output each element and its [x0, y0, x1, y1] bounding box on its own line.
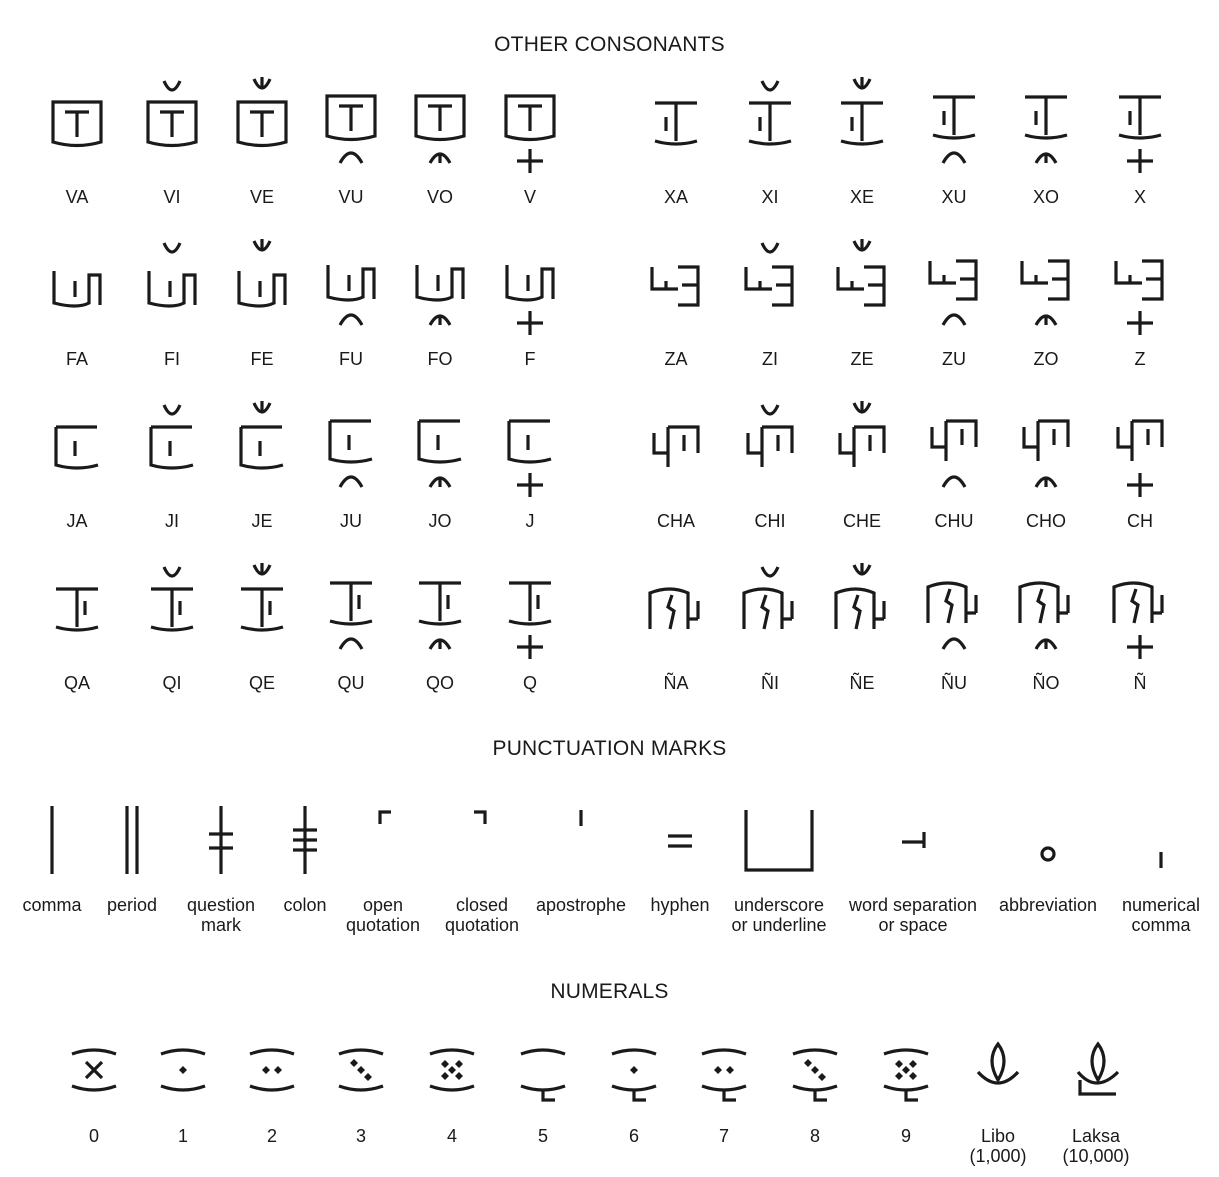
consonant-label: JO [428, 511, 452, 531]
punctuation-title: PUNCTUATION MARKS [492, 737, 727, 760]
punct-space-glyph [902, 832, 924, 848]
consonant-label: VI [163, 187, 181, 207]
consonant-label: FA [65, 349, 89, 369]
consonant-label: XO [1032, 187, 1060, 207]
consonant-label: FE [250, 349, 274, 369]
punct-colon-glyph [293, 806, 317, 874]
left-v-glyph-2 [238, 77, 286, 146]
left-f-glyph-1 [149, 243, 195, 306]
numeral-6-glyph [612, 1050, 656, 1100]
right-ny-glyph-2 [836, 563, 884, 629]
left-q-glyph-0 [56, 589, 98, 630]
left-j-glyph-2 [241, 401, 283, 468]
right-ny-glyph-3 [928, 583, 976, 649]
right-x-glyph-2 [841, 77, 883, 144]
consonant-label: CHO [1026, 511, 1066, 531]
left-j-glyph-4 [419, 421, 461, 487]
consonant-label: CH [1127, 511, 1153, 531]
left-f-glyph-2 [239, 239, 285, 306]
consonant-label: ZO [1033, 349, 1059, 369]
consonant-label: QA [63, 673, 91, 693]
numeral-9-glyph [884, 1050, 928, 1100]
consonant-label: Q [522, 673, 538, 693]
right-ch-glyph-4 [1024, 421, 1068, 487]
numeral-3-glyph [339, 1050, 383, 1090]
consonant-label: J [525, 511, 535, 531]
right-ch-glyph-2 [840, 401, 884, 467]
punctuation-label: hyphen [650, 895, 710, 915]
consonant-label: VU [338, 187, 364, 207]
right-ny-glyph-4 [1020, 583, 1068, 649]
punctuation-label: closed quotation [444, 895, 520, 935]
left-v-glyph-0 [53, 102, 101, 146]
numeral-label: 6 [628, 1126, 640, 1146]
punctuation-label: apostrophe [535, 895, 627, 915]
punctuation-label: open quotation [345, 895, 421, 935]
right-ny-glyph-5 [1114, 583, 1162, 659]
numeral-label: 2 [266, 1126, 278, 1146]
right-x-glyph-5 [1119, 97, 1161, 173]
left-f-glyph-0 [54, 271, 100, 306]
right-z-glyph-4 [1022, 261, 1068, 325]
consonant-label: ÑU [941, 673, 967, 693]
left-q-glyph-4 [419, 583, 461, 649]
right-x-glyph-1 [749, 81, 791, 144]
numeral-label: 3 [355, 1126, 367, 1146]
left-q-glyph-3 [330, 583, 372, 649]
punctuation-label: underscore or underline [731, 895, 827, 935]
consonant-label: JA [66, 511, 88, 531]
numeral-label: Laksa (10,000) [1062, 1126, 1130, 1166]
consonant-label: VE [249, 187, 275, 207]
consonant-label: CHE [842, 511, 882, 531]
consonant-label: ÑA [663, 673, 689, 693]
numerals-title: NUMERALS [550, 980, 669, 1003]
right-ny-glyph-1 [744, 567, 792, 629]
left-j-glyph-3 [330, 421, 372, 487]
numeral-label: Libo (1,000) [969, 1126, 1027, 1166]
right-ch-glyph-1 [748, 405, 792, 467]
consonant-label: FO [427, 349, 453, 369]
right-x-glyph-0 [655, 103, 697, 144]
consonant-label: XU [941, 187, 967, 207]
punctuation-label: question mark [186, 895, 256, 935]
left-j-glyph-1 [151, 405, 193, 468]
consonant-label: CHU [934, 511, 974, 531]
punctuation-label: colon [283, 895, 327, 915]
consonant-label: QE [248, 673, 276, 693]
punct-underscore-glyph [746, 810, 812, 870]
consonant-label: ZI [762, 349, 778, 369]
left-v-glyph-3 [327, 96, 375, 163]
consonant-label: ZU [942, 349, 966, 369]
consonant-label: ÑE [849, 673, 875, 693]
consonant-label: FU [339, 349, 363, 369]
right-x-glyph-3 [933, 97, 975, 163]
numeral-2-glyph [250, 1050, 294, 1090]
right-z-glyph-3 [930, 261, 976, 325]
punctuation-label: abbreviation [998, 895, 1098, 915]
numeral-label: 8 [809, 1126, 821, 1146]
consonant-label: VO [426, 187, 454, 207]
right-ny-glyph-0 [650, 589, 698, 629]
left-f-glyph-5 [507, 265, 553, 335]
left-q-glyph-1 [151, 567, 193, 630]
punct-question-glyph [209, 806, 233, 874]
left-v-glyph-4 [416, 96, 464, 163]
numeral-label: 1 [177, 1126, 189, 1146]
consonant-label: XE [849, 187, 875, 207]
consonant-label: X [1133, 187, 1147, 207]
numeral-0-glyph [72, 1050, 116, 1090]
left-v-glyph-1 [148, 81, 196, 146]
punctuation-label: period [106, 895, 158, 915]
punct-abbreviation-glyph [1042, 848, 1054, 860]
consonant-label: ÑI [761, 673, 779, 693]
consonant-label: Ñ [1133, 673, 1147, 693]
consonant-label: CHA [656, 511, 696, 531]
punct-hyphen-glyph [668, 836, 692, 846]
consonant-label: ZE [850, 349, 874, 369]
numeral-label: 7 [718, 1126, 730, 1146]
right-x-glyph-4 [1025, 97, 1067, 163]
right-z-glyph-2 [838, 239, 884, 305]
consonant-label: VA [65, 187, 89, 207]
punct-period-glyph [127, 806, 137, 874]
left-f-glyph-4 [417, 265, 463, 325]
left-j-glyph-0 [56, 427, 98, 468]
left-j-glyph-5 [509, 421, 551, 497]
numeral-label: 5 [537, 1126, 549, 1146]
numeral-7-glyph [702, 1050, 746, 1100]
consonant-label: QI [162, 673, 182, 693]
left-f-glyph-3 [328, 265, 374, 325]
consonant-label: F [524, 349, 536, 369]
numeral-label: 0 [88, 1126, 100, 1146]
consonant-label: ÑO [1032, 673, 1060, 693]
consonant-label: ZA [664, 349, 688, 369]
punct-open-quote-glyph [380, 812, 391, 824]
punctuation-label: numerical comma [1121, 895, 1201, 935]
consonant-label: Z [1134, 349, 1146, 369]
numeral-4-glyph [430, 1050, 474, 1090]
consonant-label: XA [663, 187, 689, 207]
consonant-label: V [523, 187, 537, 207]
numeral-libo-glyph [978, 1044, 1018, 1083]
numeral-8-glyph [793, 1050, 837, 1100]
numeral-5-glyph [521, 1050, 565, 1100]
right-z-glyph-5 [1116, 261, 1162, 335]
consonants-title: OTHER CONSONANTS [494, 33, 725, 56]
numeral-label: 4 [446, 1126, 458, 1146]
punctuation-label: comma [22, 895, 82, 915]
right-ch-glyph-5 [1118, 421, 1162, 497]
right-ch-glyph-3 [932, 421, 976, 487]
numeral-laksa-glyph [1078, 1044, 1118, 1094]
consonant-label: FI [164, 349, 180, 369]
consonant-label: QO [425, 673, 455, 693]
consonant-label: JE [251, 511, 273, 531]
right-z-glyph-1 [746, 243, 792, 305]
right-ch-glyph-0 [654, 427, 698, 467]
consonant-label: JU [340, 511, 362, 531]
numeral-1-glyph [161, 1050, 205, 1090]
consonant-label: CHI [754, 511, 786, 531]
left-q-glyph-2 [241, 563, 283, 630]
consonant-label: XI [761, 187, 779, 207]
consonant-label: JI [164, 511, 180, 531]
punct-closed-quote-glyph [474, 812, 485, 824]
numeral-label: 9 [900, 1126, 912, 1146]
right-z-glyph-0 [652, 267, 698, 305]
punctuation-label: word separation or space [848, 895, 978, 935]
left-q-glyph-5 [509, 583, 551, 659]
consonant-label: QU [337, 673, 365, 693]
left-v-glyph-5 [506, 96, 554, 173]
